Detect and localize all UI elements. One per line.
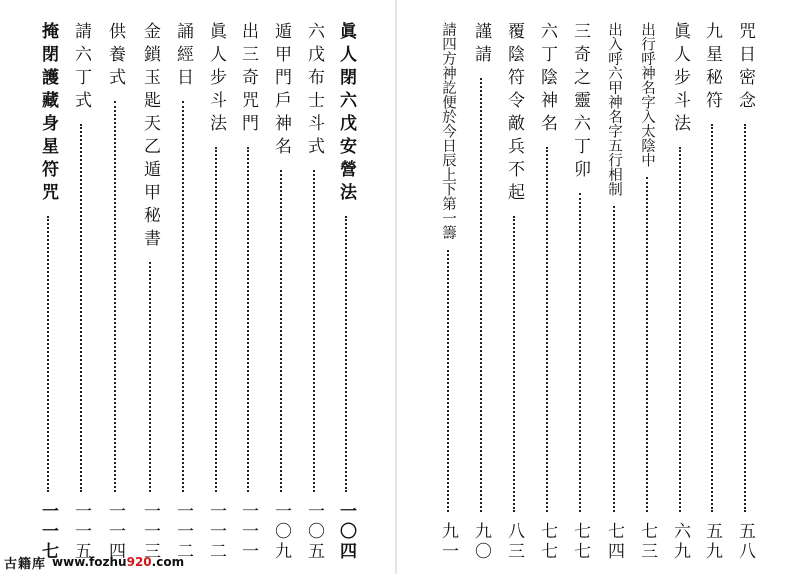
- dot-leader: [447, 250, 449, 513]
- toc-entry-page: 一一五: [71, 502, 91, 562]
- toc-entry-title: 掩閉護藏身星符咒: [38, 22, 58, 206]
- toc-entry: [102, 22, 128, 562]
- toc-entry-page: 一一一: [238, 502, 258, 562]
- toc-entry-page: 一一三: [140, 502, 160, 562]
- toc-entry-page: 一一二: [206, 502, 226, 562]
- toc-entry-title: 出入呼六甲神名字五行相制: [606, 22, 622, 196]
- toc-entry-title: 請六丁式: [71, 22, 91, 114]
- dot-leader: [149, 262, 151, 492]
- watermark-url-prefix: www.fozhu: [52, 555, 127, 569]
- toc-entry: [170, 22, 196, 562]
- dot-leader: [313, 170, 315, 492]
- toc-entry-title: 三奇之靈六丁卯: [570, 22, 590, 183]
- dot-leader: [114, 101, 116, 492]
- toc-entry-page: 八三: [504, 522, 524, 562]
- toc-entry: [501, 22, 527, 562]
- watermark-url-highlight: 920: [126, 555, 152, 569]
- toc-entry: [732, 22, 758, 562]
- toc-entry-page: 一〇四: [336, 502, 356, 562]
- toc-entry-title: 六丁陰神名: [537, 22, 557, 137]
- toc-entry-title: 出行呼神名字入太陰中: [639, 22, 655, 167]
- watermark-url-suffix: .com: [151, 555, 185, 569]
- toc-entry-page: 一一二: [173, 502, 193, 562]
- dot-leader: [182, 101, 184, 492]
- dot-leader: [513, 216, 515, 512]
- toc-entry: [203, 22, 229, 562]
- toc-entry-title: 供養式: [105, 22, 125, 91]
- right-page: [397, 0, 793, 574]
- toc-entry-title: 眞人閉六戊安營法: [336, 22, 356, 206]
- toc-entry: [667, 22, 693, 562]
- dot-leader: [47, 216, 49, 492]
- toc-entry-page: 一〇九: [271, 502, 291, 562]
- toc-entry-page: 六九: [670, 522, 690, 562]
- toc-entry-page: 一〇五: [304, 502, 324, 562]
- watermark-url: [52, 555, 184, 569]
- toc-entry-page: 七七: [570, 522, 590, 562]
- toc-entry: [35, 22, 61, 562]
- toc-entry-title: 咒日密念: [735, 22, 755, 114]
- toc-entry-title: 遁甲門戶神名: [271, 22, 291, 160]
- dot-leader: [646, 177, 648, 512]
- toc-entry: [68, 22, 94, 562]
- toc-entry-title: 謹請: [471, 22, 491, 68]
- left-page: [0, 0, 396, 574]
- toc-entry: [699, 22, 725, 562]
- toc-entry-title: 六戊布士斗式: [304, 22, 324, 160]
- toc-entry: [634, 22, 660, 562]
- toc-entry-page: 九〇: [471, 522, 491, 562]
- toc-entry-page: 五八: [735, 522, 755, 562]
- site-watermark: [4, 552, 184, 572]
- toc-entry: [534, 22, 560, 562]
- toc-entry: [435, 22, 461, 562]
- toc-entry-page: 七三: [637, 522, 657, 562]
- toc-entry-page: 一一四: [105, 502, 125, 562]
- toc-entry: [601, 22, 627, 562]
- toc-entry-page: 七七: [537, 522, 557, 562]
- toc-entry-page: 九一: [438, 522, 458, 562]
- dot-leader: [215, 147, 217, 492]
- watermark-logo: 古籍库: [4, 556, 47, 572]
- dot-leader: [280, 170, 282, 492]
- dot-leader: [613, 206, 615, 512]
- toc-entry: [268, 22, 294, 562]
- toc-entry: [137, 22, 163, 562]
- toc-entry-page: 五九: [702, 522, 722, 562]
- toc-entry-page: 七四: [604, 522, 624, 562]
- dot-leader: [711, 124, 713, 512]
- toc-entry: [333, 22, 359, 562]
- toc-entry: [468, 22, 494, 562]
- dot-leader: [546, 147, 548, 512]
- dot-leader: [579, 193, 581, 512]
- toc-entry: [235, 22, 261, 562]
- toc-entry: [301, 22, 327, 562]
- toc-entry-title: 九星秘符: [702, 22, 722, 114]
- toc-entry-title: 金鎖玉匙天乙遁甲秘書: [140, 22, 160, 252]
- toc-entry-title: 眞人步斗法: [670, 22, 690, 137]
- toc-entry-title: 眞人步斗法: [206, 22, 226, 137]
- toc-entry: [567, 22, 593, 562]
- dot-leader: [345, 216, 347, 492]
- toc-entry-title: 誦經日: [173, 22, 193, 91]
- dot-leader: [744, 124, 746, 512]
- dot-leader: [247, 147, 249, 492]
- toc-entry-title: 覆陰符令敵兵不起: [504, 22, 524, 206]
- dot-leader: [679, 147, 681, 512]
- dot-leader: [80, 124, 82, 492]
- toc-entry-title: 出三奇咒門: [238, 22, 258, 137]
- toc-entry-title: 請四方神訖便於今日辰上下第一籌: [440, 22, 456, 240]
- toc-entry-page: 一一七: [38, 502, 58, 562]
- dot-leader: [480, 78, 482, 512]
